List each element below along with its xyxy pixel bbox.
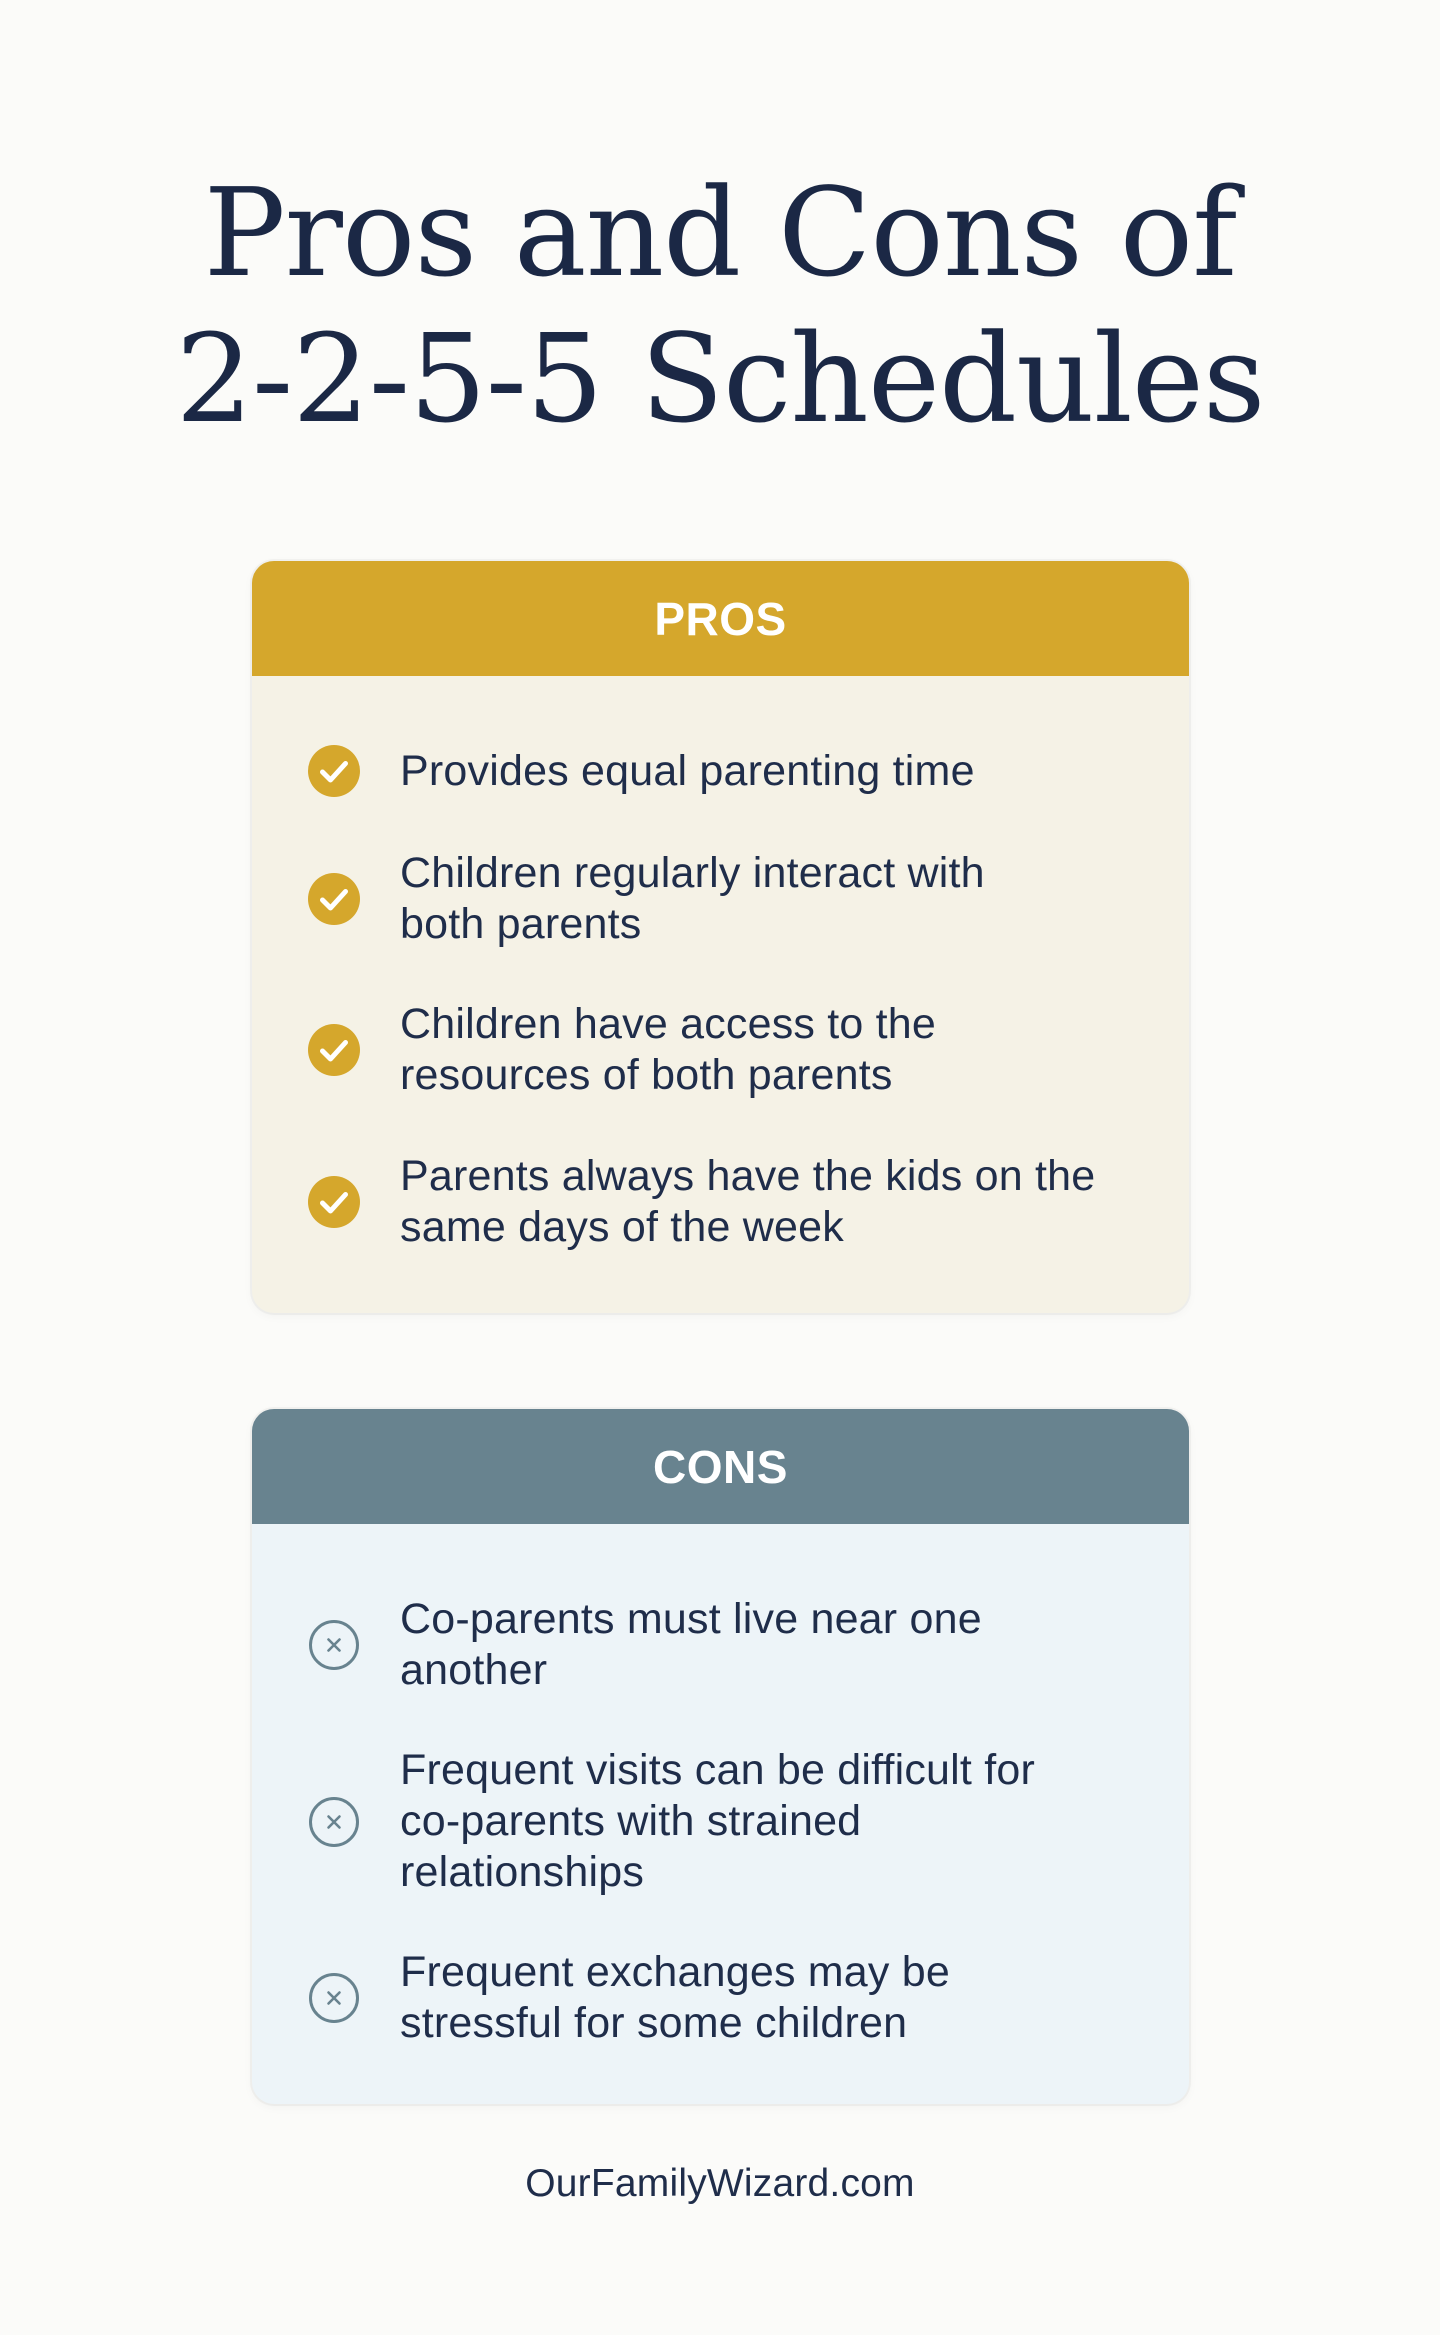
cons-item-2	[307, 1745, 1149, 1898]
cons-item-1-text: Co-parents must live near one another	[400, 1595, 982, 1694]
x-circle-icon	[307, 1795, 361, 1849]
x-circle-icon	[307, 1618, 361, 1672]
pros-item-3-text: Children have access to the resources of both parents	[400, 1000, 937, 1099]
cons-item-1	[307, 1594, 1149, 1696]
pros-item-1	[307, 744, 1149, 798]
check-circle-icon	[307, 872, 361, 926]
footer-brand-link[interactable]: OurFamilyWizard.com	[525, 2162, 915, 2205]
cons-header: CONS	[252, 1409, 1189, 1524]
pros-item-2-text: Children regularly interact with both parents	[400, 849, 985, 948]
pros-item-2	[307, 848, 1149, 950]
cons-item-3-text: Frequent exchanges may be stressful for some children	[400, 1948, 950, 2047]
check-circle-icon	[307, 1023, 361, 1077]
pros-item-4-text: Parents always have the kids on the same days of the week	[400, 1152, 1096, 1251]
pros-item-4	[307, 1151, 1149, 1253]
pros-item-3	[307, 999, 1149, 1101]
pros-card	[252, 561, 1189, 1313]
cons-item-3	[307, 1947, 1149, 2049]
cons-item-2-text: Frequent visits can be difficult for co-parents with strained relationships	[400, 1746, 1035, 1896]
title-line-2: 2-2-5-5 Schedules	[175, 308, 1265, 450]
cons-card	[252, 1409, 1189, 2104]
check-circle-icon	[307, 744, 361, 798]
x-circle-icon	[307, 1971, 361, 2025]
pros-header: PROS	[252, 561, 1189, 676]
pros-item-1-text: Provides equal parenting time	[400, 746, 975, 795]
check-circle-icon	[307, 1175, 361, 1229]
page-title	[0, 160, 1440, 452]
title-line-1: Pros and Cons of	[203, 162, 1237, 304]
